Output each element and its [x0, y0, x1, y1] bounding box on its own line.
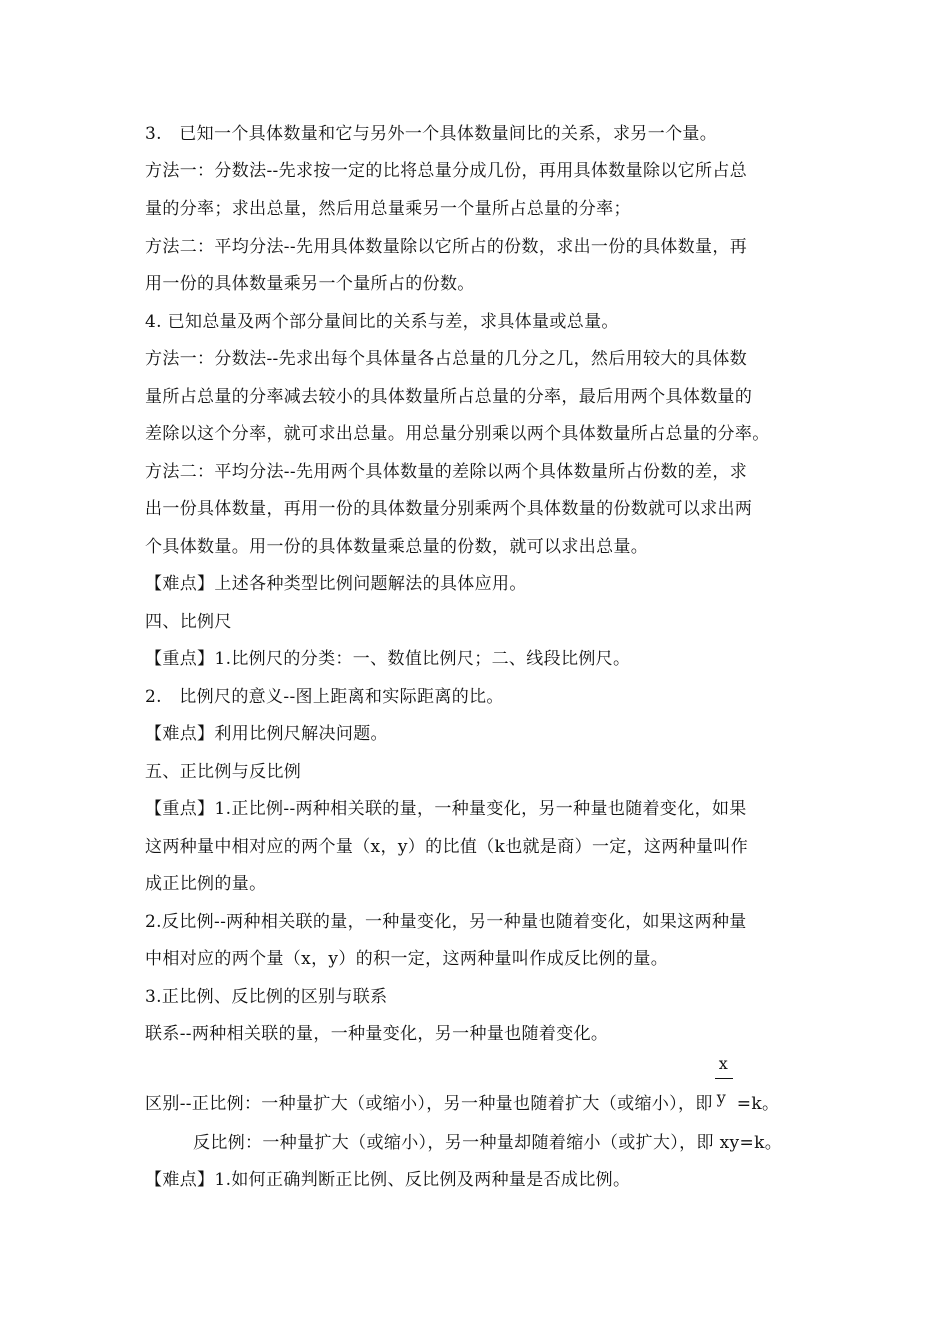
difference-direct-text: 区别--正比例：一种量扩大（或缩小），另一种量也随着扩大（或缩小），即	[145, 1094, 713, 1114]
text-line: 方法一：分数法--先求出每个具体量各占总量的几分之几，然后用较大的具体数	[145, 349, 748, 369]
fraction-numerator: x	[718, 1054, 729, 1073]
fraction-bar	[715, 1078, 733, 1079]
section-heading: 四、比例尺	[145, 612, 232, 632]
fraction-denominator: y	[716, 1088, 727, 1107]
text-line: 成正比例的量。	[145, 874, 267, 894]
text-line: 出一份具体数量，再用一份的具体数量分别乘两个具体数量的份数就可以求出两	[145, 499, 753, 519]
text-line: 2.反比例--两种相关联的量，一种量变化，另一种量也随着变化，如果这两种量	[145, 912, 747, 932]
x-over-y-fraction	[713, 1054, 737, 1116]
text-line: 【难点】1.如何正确判断正比例、反比例及两种量是否成比例。	[145, 1170, 631, 1190]
text-line: 用一份的具体数量乘另一个量所占的份数。	[145, 274, 475, 294]
text-line: 【难点】利用比例尺解决问题。	[145, 724, 388, 744]
difference-inverse-line: 反比例：一种量扩大（或缩小），另一种量却随着缩小（或扩大），即 xy=k。	[193, 1133, 783, 1153]
text-line: 联系--两种相关联的量，一种量变化，另一种量也随着变化。	[145, 1024, 609, 1044]
text-line: 这两种量中相对应的两个量（x，y）的比值（k也就是商）一定，这两种量叫作	[145, 837, 749, 857]
text-line: 方法二：平均分法--先用两个具体数量的差除以两个具体数量所占份数的差，求	[145, 462, 748, 482]
text-line: 3. 已知一个具体数量和它与另外一个具体数量间比的关系，求另一个量。	[145, 124, 718, 144]
text-line: 中相对应的两个量（x，y）的积一定，这两种量叫作成反比例的量。	[145, 949, 669, 969]
text-line: 【难点】上述各种类型比例问题解法的具体应用。	[145, 574, 527, 594]
section-heading: 五、正比例与反比例	[145, 762, 302, 782]
text-line: 量的分率；求出总量，然后用总量乘另一个量所占总量的分率；	[145, 199, 631, 219]
text-line: 差除以这个分率，就可求出总量。用总量分别乘以两个具体数量所占总量的分率。	[145, 424, 770, 444]
text-line: 4. 已知总量及两个部分量间比的关系与差，求具体量或总量。	[145, 312, 619, 332]
text-line: 量所占总量的分率减去较小的具体数量所占总量的分率，最后用两个具体数量的	[145, 387, 753, 407]
difference-direct-tail: =k。	[736, 1094, 780, 1114]
text-line: 【重点】1.正比例--两种相关联的量，一种量变化，另一种量也随着变化，如果	[145, 799, 747, 819]
text-line: 个具体数量。用一份的具体数量乘总量的份数，就可以求出总量。	[145, 537, 649, 557]
text-line: 方法一：分数法--先求按一定的比将总量分成几份，再用具体数量除以它所占总	[145, 161, 748, 181]
text-line: 方法二：平均分法--先用具体数量除以它所占的份数，求出一份的具体数量，再	[145, 237, 748, 257]
text-line: 3.正比例、反比例的区别与联系	[145, 987, 388, 1007]
text-line: 2. 比例尺的意义--图上距离和实际距离的比。	[145, 687, 504, 707]
text-line: 【重点】1.比例尺的分类：一、数值比例尺；二、线段比例尺。	[145, 649, 631, 669]
